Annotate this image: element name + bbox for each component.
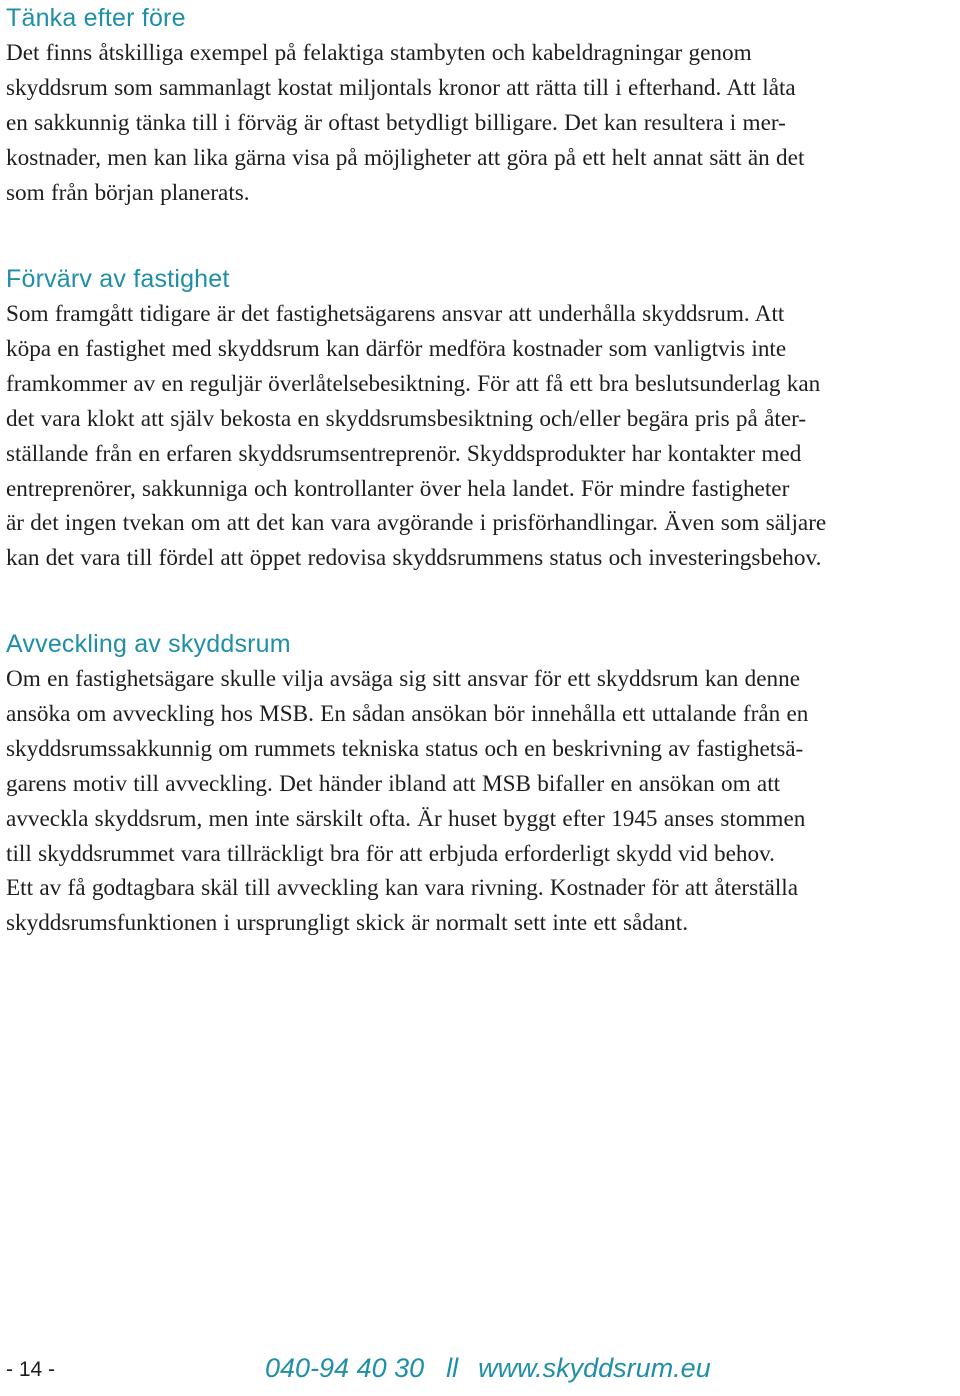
text-line: en sakkunnig tänka till i förväg är oftast betydligt billigare. Det kan resultera i mer- [6,109,786,136]
text-line: avveckla skyddsrum, men inte särskilt ofta. Är huset byggt efter 1945 anses stommen [6,805,806,832]
text-line: garens motiv till avveckling. Det händer ibland att MSB bifaller en ansökan om att [6,770,781,797]
phone-number: 040-94 40 30 [265,1353,425,1383]
text-line: Ett av få godtagbara skäl till avveckling kan vara rivning. Kostnader för att återställa [6,875,799,902]
text-line: köpa en fastighet med skyddsrum kan därför medföra kostnader som vanligtvis inte [6,335,787,362]
text-line: kan det vara till fördel att öppet redovisa skyddsrummens status och investeringsbehov. [6,545,822,572]
section-paragraph [6,297,826,576]
text-line: som från början planerats. [6,179,250,206]
text-line: skyddsrum som sammanlagt kostat miljontals kronor att rätta till i efterhand. Att låta [6,74,796,101]
text-line: Som framgått tidigare är det fastighetsägarens ansvar att underhålla skyddsrum. Att [6,301,785,327]
text-line: Om en fastighetsägare skulle vilja avsäga sig sitt ansvar för ett skyddsrum kan denne [6,666,801,692]
website-link[interactable]: www.skyddsrum.eu [478,1353,711,1383]
text-line: skyddsrumsfunktionen i ursprungligt skick är normalt sett inte ett sådant. [6,910,688,937]
text-line: ansöka om avveckling hos MSB. En sådan ansökan bör innehålla ett uttalande från en [6,700,809,727]
section-tanka-efter-fore [6,2,804,211]
footer-contact [265,1353,711,1384]
section-paragraph [6,36,804,211]
section-paragraph [6,662,808,941]
section-heading: Avveckling av skyddsrum [6,630,291,658]
text-line: Det finns åtskilliga exempel på felaktiga stambyten och kabeldragningar genom [6,40,752,66]
text-line: det vara klokt att själv bekosta en skyddsrumsbesiktning och/eller begära pris på åter- [6,405,807,432]
section-heading: Tänka efter före [6,4,186,32]
text-line: är det ingen tvekan om att det kan vara avgörande i prisförhandlingar. Även som säljare [6,510,827,537]
text-line: kostnader, men kan lika gärna visa på möjligheter att göra på ett helt annat sätt än det [6,144,805,171]
text-line: framkommer av en reguljär överlåtelsebesiktning. För att få ett bra beslutsunderlag kan [6,370,821,397]
section-avveckling-av-skyddsrum [6,628,808,941]
footer-separator: ll [446,1353,459,1383]
text-line: entreprenörer, sakkunniga och kontrollanter över hela landet. För mindre fastigheter [6,475,790,502]
section-heading: Förvärv av fastighet [6,265,230,293]
text-line: ställande från en erfaren skyddsrumsentreprenör. Skyddsprodukter har kontakter med [6,440,802,467]
section-forvarv-av-fastighet [6,263,826,576]
text-line: till skyddsrummet vara tillräckligt bra för att erbjuda erforderligt skydd vid behov. [6,840,775,867]
page-footer [6,1352,956,1392]
text-line: skyddsrumssakkunnig om rummets tekniska status och en beskrivning av fastighetsä- [6,735,804,762]
page-number: - 14 - [6,1358,56,1381]
